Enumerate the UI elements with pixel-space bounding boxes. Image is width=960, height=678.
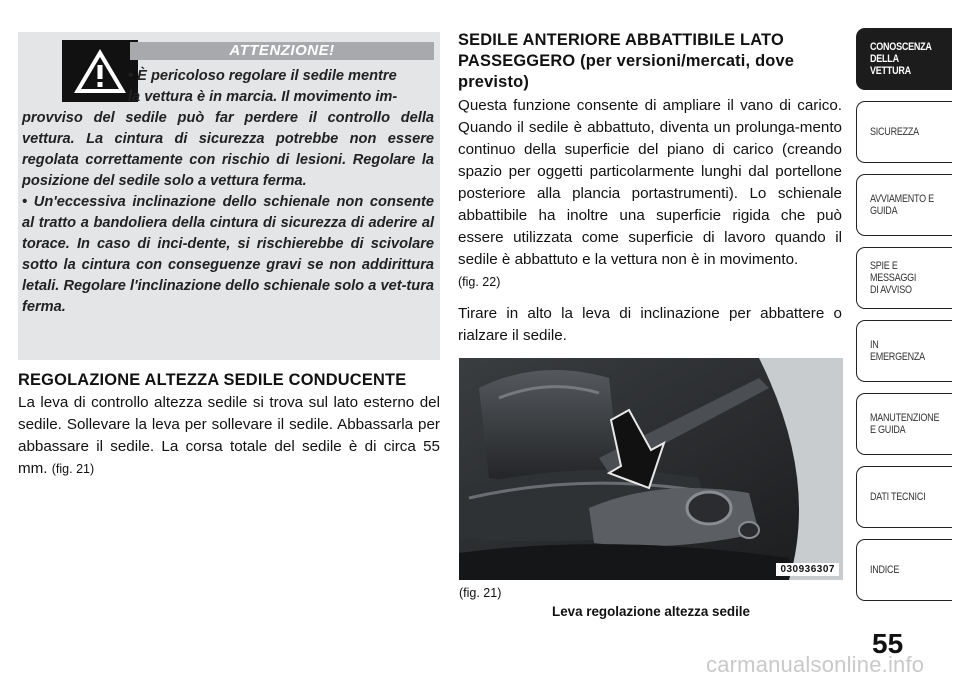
warning-bullet1-line2: la vettura è in marcia. Il movimento im-: [128, 89, 398, 105]
tab-sicurezza[interactable]: [856, 101, 952, 163]
watermark: carmanualsonline.info: [706, 652, 925, 677]
seat-height-fig-ref[interactable]: (fig. 21): [51, 462, 95, 476]
page-number: 55: [872, 628, 904, 659]
seat-height-section: [18, 370, 440, 480]
warning-text: [18, 66, 434, 318]
tab-label: DATI TECNICI: [870, 491, 926, 503]
seat-height-body-text: La leva di controllo altezza sedile si trova sul lato esterno del sedile. Sollevare la leva per sollevare il sedile. Abbassarla per abbassare il sedile. La corsa totale del sedile è di circa 55 mm.: [18, 394, 440, 477]
seat-height-title: REGOLAZIONE ALTEZZA SEDILE CONDUCENTE: [18, 371, 407, 389]
seat-height-body: [18, 392, 440, 480]
tab-indice[interactable]: [856, 539, 952, 601]
warning-bullet1-line1: • È pericoloso regolare il sedile mentre: [128, 68, 397, 84]
seat-lever-illustration: [459, 358, 843, 580]
tab-label: MANUTENZIONE E GUIDA: [870, 412, 940, 436]
warning-title: ATTENZIONE!: [130, 42, 434, 60]
tab-spie[interactable]: [856, 247, 952, 309]
folding-seat-title: SEDILE ANTERIORE ABBATTIBILE LATO PASSEGGERO (per versioni/mercati, dove previsto): [458, 31, 795, 91]
tab-label: AVVIAMENTO E GUIDA: [870, 193, 934, 217]
folding-seat-fig-ref[interactable]: (fig. 22): [458, 275, 501, 289]
warning-box: [18, 32, 440, 360]
tab-dati-tecnici[interactable]: [856, 466, 952, 528]
figure-ref: (fig. 21): [459, 586, 502, 600]
tab-avviamento[interactable]: [856, 174, 952, 236]
photo-code: 030936307: [776, 563, 839, 576]
tab-label: IN EMERGENZA: [870, 339, 925, 363]
tab-manutenzione[interactable]: [856, 393, 952, 455]
tab-label: SICUREZZA: [870, 126, 919, 138]
folding-seat-body-text: Questa funzione consente di ampliare il vano di carico. Quando il sedile è abbattuto, diventa un prolunga-mento continuo della superficie del piano di carico (creando spazio per oggetti particolarmente lunghi dal portellone posteriore alla plancia portastrumenti). Lo schienale abbattibile ha inoltre una superficie rigida che può essere utilizzata come superficie di lavoro quando il sedile è abbattuto e la vettura non è in movimento.: [458, 97, 842, 268]
folding-seat-instructions: Tirare in alto la leva di inclinazione per abbattere o rialzare il sedile.: [458, 305, 842, 344]
tab-label: SPIE E MESSAGGI DI AVVISO: [870, 260, 917, 296]
tab-label: INDICE: [870, 564, 900, 576]
figure-caption: Leva regolazione altezza sedile: [552, 604, 750, 619]
tab-label: CONOSCENZA DELLA VETTURA: [870, 41, 932, 77]
seat-lever-photo: [459, 358, 843, 580]
folding-seat-body: [458, 95, 842, 293]
folding-seat-section: [458, 30, 842, 347]
tab-conoscenza[interactable]: [856, 28, 952, 90]
tab-emergenza[interactable]: [856, 320, 952, 382]
warning-bullet1-rest: provviso del sedile può far perdere il controllo della vettura. La cintura di sicurezza potrebbe non essere regolata correttamente con rischio di lesioni. Regolare la posizione del sedile solo a vettura ferma.: [22, 110, 434, 189]
warning-bullet2: • Un'eccessiva inclinazione dello schienale non consente al tratto a bandoliera della cintura di sicurezza di aderire al torace. In caso di inci-dente, si rischierebbe di scivolare sotto la cintura con conseguenze gravi se non addirittura letali. Regolare l'inclinazione dello schienale solo a vet-tura ferma.: [22, 194, 434, 315]
